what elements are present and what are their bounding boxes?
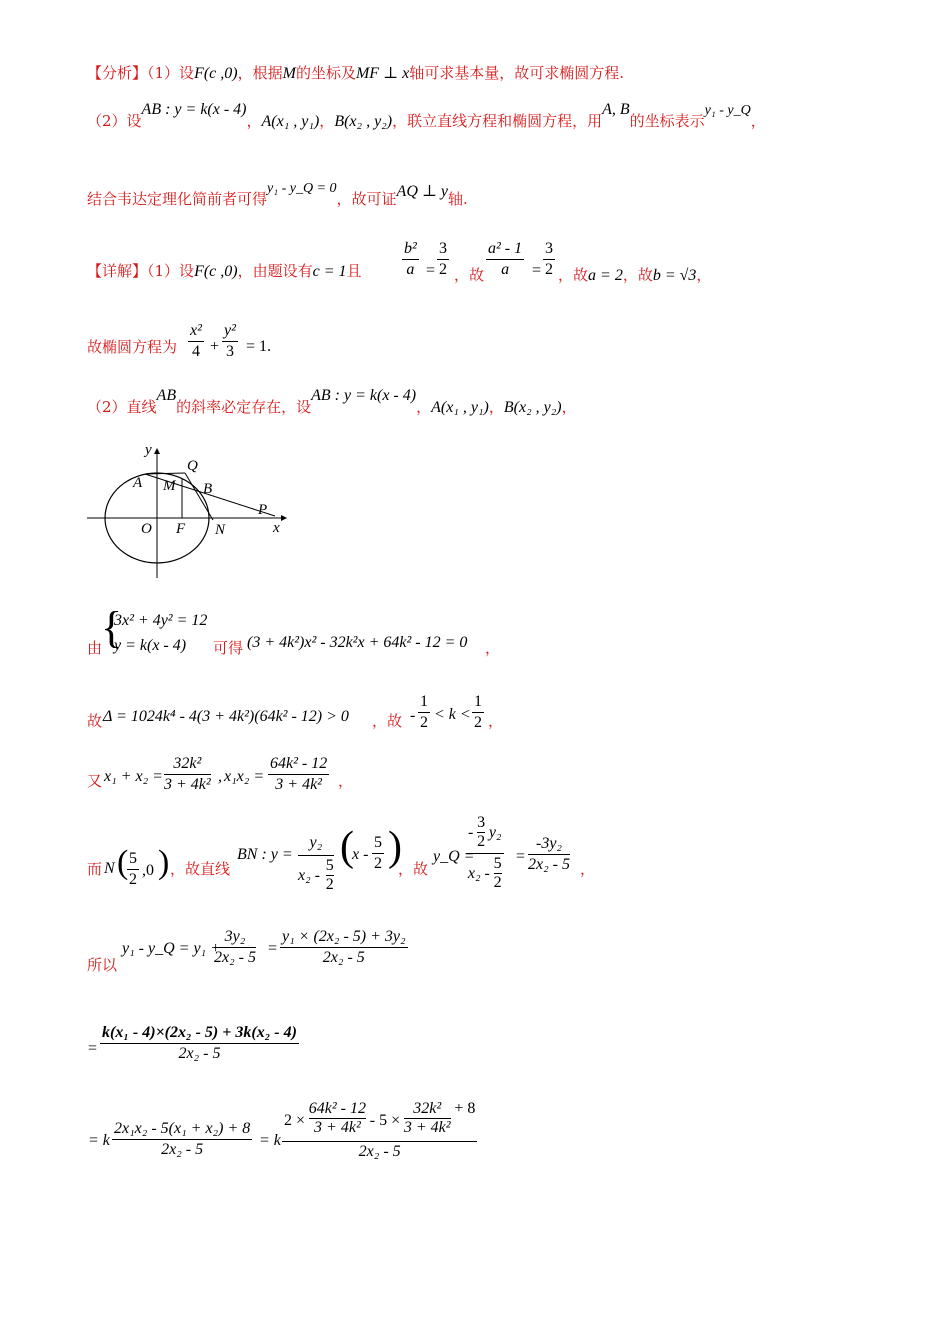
bn-prefix: 而 [87, 860, 103, 878]
analysis-text: 轴可求基本量，故可求椭圆方程. [409, 64, 624, 82]
frac-den: 4 [191, 343, 200, 360]
math-AB: A, B [602, 101, 630, 118]
den-text: x₂ - [298, 867, 320, 884]
frac-num: 5 [127, 850, 139, 870]
math-F: F(c ,0) [194, 263, 238, 280]
math-y1-yQ-zero: y₁ - y_Q = 0 [267, 181, 337, 196]
math-AQ: AQ ⊥ y [396, 183, 449, 200]
frac-1-2 [418, 693, 430, 732]
minus: - [410, 707, 416, 724]
analysis-text: ，根据 [237, 64, 283, 82]
frac-num: x² [188, 322, 204, 342]
frac-num: y² [222, 322, 238, 342]
frac-den: 2 [439, 261, 447, 278]
frac-step2 [100, 1024, 299, 1063]
detail-text: （1）设 [147, 262, 195, 280]
brace-icon: { [101, 603, 123, 652]
math-AB-line: AB : y = k(x - 4) [141, 101, 247, 118]
bn-N: N [104, 860, 115, 877]
vieta-tail: ， [338, 772, 354, 790]
math-A: A(x₁ , y₁) [261, 113, 320, 130]
vieta-prod-lhs: x₁x₂ = [224, 768, 265, 785]
detail-text: ， [561, 398, 577, 416]
analysis-text: ， [750, 112, 766, 130]
frac-num: 3 [437, 240, 449, 260]
frac-den: 2x₂ - 5 [214, 949, 256, 966]
analysis-text: （1）设 [147, 64, 195, 82]
detail-text: ，故 [622, 266, 653, 284]
frac-num: y₁ × (2x₂ - 5) + 3y₂ [280, 928, 408, 948]
num-text: + 8 [454, 1100, 476, 1117]
y2: y₂ [488, 824, 502, 841]
delta-expr: Δ = 1024k⁴ - 4(3 + 4k²)(64k² - 12) > 0 [103, 708, 349, 725]
frac-step3a [112, 1120, 252, 1159]
math-B: B(x₂ , y₂) [334, 113, 393, 130]
detail-line-1 [87, 264, 362, 280]
x-arrow-icon [281, 515, 287, 521]
label-x: x [273, 520, 280, 536]
inner-frac [494, 855, 502, 892]
detail-text: 故椭圆方程为 [87, 338, 178, 356]
sowith-prefix: 所以 [87, 956, 118, 974]
frac-den: 2 [325, 876, 334, 893]
detail-text: ， [416, 398, 432, 416]
analysis-text: 的坐标表示 [629, 112, 705, 130]
label-M: M [163, 478, 176, 494]
paren-close: ) [158, 844, 170, 881]
frac-den: 2x₂ - 5 [322, 949, 365, 966]
frac-den: 2 [493, 874, 502, 891]
frac-den: 2 [477, 833, 486, 850]
bn-mid1: ，故直线 [170, 860, 231, 878]
frac-num: 5 [372, 834, 384, 854]
frac-y2-3 [222, 322, 238, 361]
frac-num: 3 [543, 240, 555, 260]
frac-num: a² - 1 [486, 240, 524, 260]
sys-eq-b: y = k(x - 4) [114, 637, 187, 654]
frac-den: a [501, 261, 510, 278]
minus: - [468, 824, 474, 841]
analysis-text: ，故可证 [336, 190, 397, 208]
detail-text: ， [488, 398, 504, 416]
frac-den: 2 [420, 714, 428, 731]
inner-frac [477, 814, 485, 851]
vieta-sum-lhs: x₁ + x₂ = [104, 768, 163, 785]
frac-num: b² [402, 240, 419, 260]
sys-result: (3 + 4k²)x² - 32k²x + 64k² - 12 = 0 [247, 634, 468, 651]
y-arrow-icon [154, 448, 160, 454]
math-F: F(c ,0) [194, 65, 238, 82]
detail-label: 【详解】 [87, 262, 148, 280]
frac-num: 3y₂ [214, 928, 256, 948]
yq-lhs: y_Q = [433, 848, 475, 865]
detail-text: 且 [346, 262, 362, 280]
num-text: - 5 × [369, 1112, 401, 1129]
frac-3-2 [543, 240, 555, 279]
N-zero: ,0 [142, 862, 154, 879]
bn-paren-x: x - [352, 846, 369, 863]
frac-den: 2x₂ - 5 [358, 1143, 401, 1160]
frac-num: 64k² - 12 [308, 1100, 367, 1117]
analysis-text: ，联立直线方程和椭圆方程，用 [392, 112, 603, 130]
analysis-text: 结合韦达定理化简前者可得 [87, 190, 268, 208]
analysis-line-2 [87, 101, 766, 130]
frac-num: k(x₁ - 4)×(2x₂ - 5) + 3k(x₂ - 4) [100, 1024, 299, 1044]
analysis-text: ， [319, 112, 335, 130]
sys-get: 可得 [213, 639, 244, 657]
math-a-2: a = 2 [588, 267, 623, 284]
detail-text: ，故 [454, 266, 485, 284]
delta-prefix: 故 [87, 712, 103, 730]
frac-step3b [282, 1100, 477, 1161]
ineq-k: < k < [434, 706, 471, 723]
label-N: N [215, 522, 226, 538]
paren-open: ( [340, 824, 354, 870]
frac-x2-4 [188, 322, 204, 361]
detail-line-1-tail [558, 264, 711, 285]
math-A: A(x₁ , y₁) [431, 399, 489, 416]
label-F: F [176, 521, 186, 537]
sys-prefix: 由 [87, 639, 103, 657]
label-B: B [203, 481, 213, 497]
frac-1-2 [472, 693, 484, 732]
analysis-text: 轴. [448, 190, 468, 208]
frac-den: 3 + 4k² [403, 1119, 451, 1136]
inner-frac [326, 857, 334, 894]
equals: = [516, 848, 526, 865]
frac-num [466, 814, 504, 854]
analysis-line-1 [87, 66, 624, 82]
label-Q: Q [187, 458, 198, 474]
detail-text: ， [696, 266, 712, 284]
frac-den: 2x₂ - 5 [161, 1141, 204, 1158]
frac-den [466, 854, 504, 893]
label-O: O [141, 521, 152, 537]
math-b-sqrt3: b = √3 [652, 267, 697, 284]
ellipse-line [87, 340, 177, 355]
frac-den: a [406, 261, 415, 278]
label-P: P [258, 502, 268, 518]
equals: = [268, 940, 278, 957]
detail-text: 的斜率必定存在，设 [176, 398, 312, 416]
math-M: M [282, 65, 296, 82]
analysis-text: 的坐标及 [295, 64, 356, 82]
num-text: 2 × [284, 1112, 306, 1129]
frac-num: 5 [325, 857, 334, 874]
equals: = [532, 262, 542, 279]
frac-den: 3 [225, 343, 234, 360]
analysis-line-3 [87, 181, 468, 208]
frac-3y2 [214, 928, 256, 967]
math-AB: AB [156, 387, 177, 404]
frac-b2-a [402, 240, 419, 279]
frac-den: 3 + 4k² [314, 1119, 361, 1136]
paren-close: ) [388, 824, 402, 870]
frac-num: -3y₂ [528, 835, 570, 855]
frac-den: 2x₂ - 5 [528, 856, 570, 873]
frac-sowith [280, 928, 408, 967]
detail-line-2 [87, 387, 577, 416]
frac-num: 32k² [404, 1100, 451, 1119]
frac-a2-1-a [486, 240, 524, 279]
inner-frac [309, 1100, 366, 1137]
frac-num: 3 [477, 814, 486, 831]
delta-mid: ，故 [372, 712, 403, 730]
comma: , [218, 768, 222, 785]
frac-num: 5 [493, 855, 502, 872]
equals-k: = k [259, 1132, 281, 1149]
sys-eq-a: 3x² + 4y² = 12 [114, 612, 208, 629]
math-c: c = 1 [312, 263, 347, 280]
math-AB-line: AB : y = k(x - 4) [311, 387, 417, 404]
label-A: A [133, 475, 143, 491]
frac-den: 2 [374, 855, 382, 872]
math-y1-yQ: y₁ - y_Q [704, 103, 751, 118]
frac-5-2 [372, 834, 384, 873]
vieta-prefix: 又 [87, 772, 103, 790]
sowith-lhs: y₁ - y_Q = y₁ + [122, 940, 221, 957]
equals: = [426, 262, 436, 279]
frac-den: 2 [545, 261, 553, 278]
frac-3-2 [437, 240, 449, 279]
inner-frac [404, 1100, 451, 1137]
bn-mid2: ，故 [398, 860, 429, 878]
frac-bn-slope [298, 834, 334, 895]
analysis-text: （2）设 [87, 112, 142, 130]
detail-text: （2）直线 [87, 398, 157, 416]
frac-num: y₂ [298, 834, 334, 856]
den-text: x₂ - [467, 865, 490, 882]
detail-text: ，由题设有 [237, 262, 313, 280]
frac-num [282, 1100, 477, 1142]
frac-den: 3 + 4k² [164, 776, 211, 793]
math-B: B(x₂ , y₂) [503, 399, 562, 416]
bn-lhs: BN : y = [237, 846, 293, 863]
equals-k: = k [88, 1132, 110, 1149]
plus: + [210, 338, 220, 355]
frac-vieta-prod [268, 755, 329, 794]
detail-text: ，故 [558, 266, 589, 284]
delta-tail: ， [488, 712, 504, 730]
analysis-text: ， [246, 112, 262, 130]
frac-den: 2x₂ - 5 [178, 1045, 221, 1062]
ellipse-diagram [85, 438, 295, 583]
frac-yq-result [528, 835, 570, 874]
label-y: y [145, 442, 152, 458]
analysis-label: 【分析】 [87, 64, 148, 82]
frac-num: 64k² - 12 [268, 755, 329, 775]
frac-den [298, 856, 334, 895]
frac-den: 2 [474, 714, 482, 731]
equals: = [88, 1040, 98, 1057]
frac-num: 1 [472, 693, 484, 713]
equals-one: = 1. [246, 338, 272, 355]
paren-open: ( [117, 844, 129, 881]
frac-num: 1 [418, 693, 430, 713]
bn-tail: ， [580, 860, 596, 878]
frac-den: 3 + 4k² [275, 776, 322, 793]
sys-tail: ， [485, 639, 501, 657]
frac-5-2 [127, 850, 139, 889]
frac-vieta-sum [164, 755, 211, 794]
math-MF: MF ⊥ x [355, 65, 410, 82]
frac-den: 2 [129, 871, 137, 888]
frac-yq [466, 814, 504, 893]
frac-num: 32k² [164, 755, 211, 775]
frac-num: 2x₁x₂ - 5(x₁ + x₂) + 8 [112, 1120, 252, 1140]
